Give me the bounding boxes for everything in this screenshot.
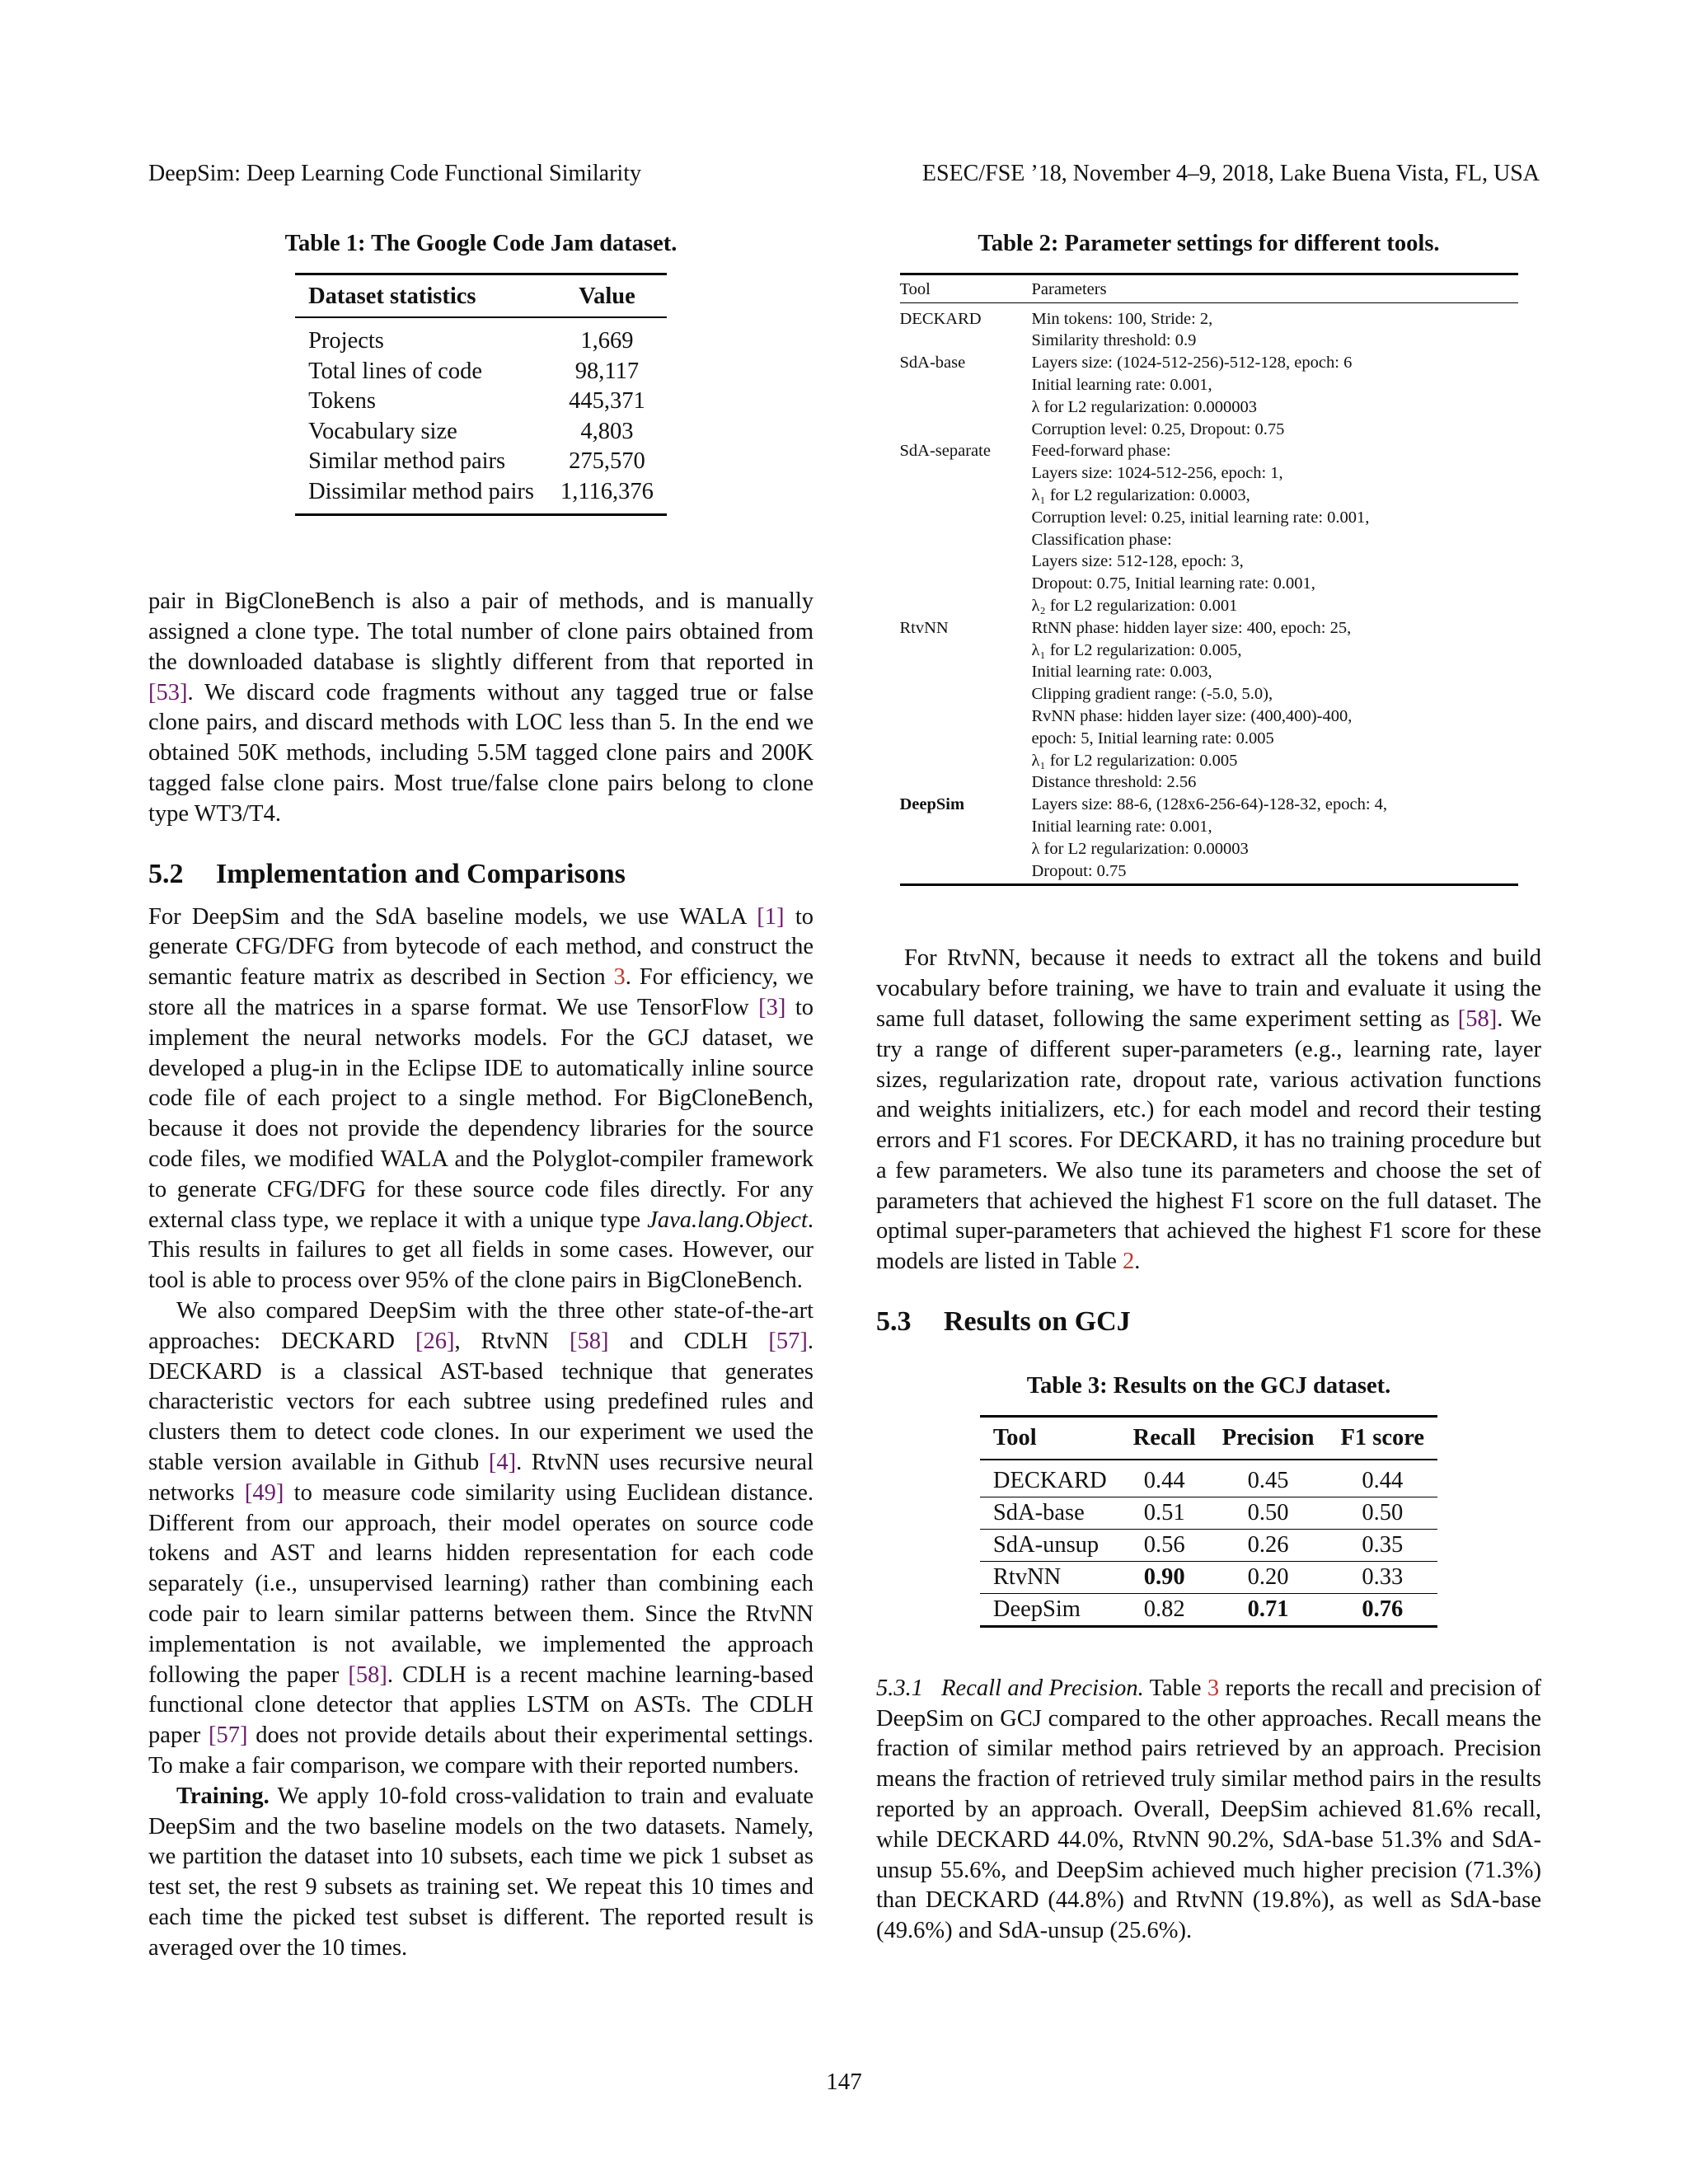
- table3-header-precision: Precision: [1209, 1416, 1328, 1460]
- citation-link[interactable]: [58]: [1457, 1005, 1498, 1032]
- table3-cell: SdA-unsup: [980, 1529, 1120, 1561]
- page-number: 147: [826, 2069, 862, 2095]
- table1: [295, 273, 667, 517]
- paragraph-recall-precision: 5.3.1 Recall and Precision. Table 3 reports the recall and precision of DeepSim on GCJ compared to the other approaches. Recall means the fraction of similar method pairs retrieved by an approach. Precision means the fraction of retrieved truly similar method pairs in the results reported by an approach. Overall, DeepSim achieved 81.6% recall, while DECKARD 44.0%, RtvNN 90.2%, SdA-base 51.3% and SdA-unsup 55.6%, and DeepSim achieved much higher precision (71.3%) than DECKARD (44.8%) and RtvNN (19.8%), as well as SdA-base (49.6%) and SdA-unsup (25.6%).: [876, 1675, 1542, 1944]
- table1-header-statistics: Dataset statistics: [295, 274, 547, 317]
- table-row: [980, 1497, 1437, 1529]
- table-row: [900, 302, 1518, 352]
- table3-cell: 0.82: [1120, 1593, 1209, 1626]
- running-header-left: DeepSim: Deep Learning Code Functional Similarity: [148, 161, 641, 186]
- table3-cell: 0.45: [1209, 1460, 1328, 1497]
- citation-link[interactable]: [57]: [768, 1328, 808, 1354]
- table-row: [900, 352, 1518, 440]
- table-row: [980, 1529, 1437, 1561]
- table2-caption: Table 2: Parameter settings for different tools.: [978, 231, 1440, 256]
- table2-tool: DECKARD: [899, 309, 982, 328]
- table2-params: Layers size: 88-6, (128x6-256-64)-128-32, epoch: 4, Initial learning rate: 0.001, λ for L2 regularization: 0.00003 Dropout: 0.75: [1032, 794, 1518, 885]
- table3-cell: 0.35: [1328, 1529, 1438, 1561]
- table-row: [900, 440, 1518, 616]
- paragraph-rtvnn: For RtvNN, because it needs to extract all the tokens and build vocabulary before training, we have to train and evaluate it using the same full dataset, following the same experiment setting as [58]. We try a range of different super-parameters (e.g., learning rate, layer sizes, regularization rate, dropout rate, various activation functions and weights initializers, etc.) for each model and record their testing errors and F1 scores. For DECKARD, it has no training procedure but a few parameters. We also tune its parameters and choose the set of parameters that achieved the highest F1 score on the full dataset. The optimal super-parameters that achieved the highest F1 score for these models are listed in Table 2.: [876, 945, 1541, 1275]
- table1-cell: 98,117: [574, 358, 640, 384]
- table3-header-recall: Recall: [1120, 1416, 1209, 1460]
- table2-tool: DeepSim: [900, 794, 1032, 885]
- table3-cell: 0.50: [1328, 1497, 1438, 1529]
- table1-cell: 1,669: [580, 328, 634, 354]
- table1-cell: Dissimilar method pairs: [295, 477, 547, 515]
- table1-header-value: Value: [547, 274, 667, 317]
- citation-link[interactable]: [3]: [758, 995, 786, 1021]
- table-row: [295, 317, 667, 357]
- citation-link[interactable]: [58]: [570, 1328, 609, 1354]
- running-header-right: ESEC/FSE ’18, November 4–9, 2018, Lake Buena Vista, FL, USA: [921, 161, 1540, 186]
- table3-cell: RtvNN: [980, 1561, 1120, 1593]
- table1-caption: Table 1: The Google Code Jam dataset.: [284, 231, 678, 256]
- table1-cell: 1,116,376: [547, 477, 667, 515]
- table-row: [295, 357, 667, 387]
- paragraph-training: Training. We apply 10-fold cross-validation to train and evaluate DeepSim and the two baseline models on the two datasets. Namely, we partition the dataset into 10 subsets, each time we pick 1 subset as test set, the rest 9 subsets as training set. We repeat this 10 times and each time the picked test subset is different. The reported result is averaged over the 10 times.: [148, 1783, 814, 1961]
- table3-cell: 0.33: [1328, 1561, 1438, 1593]
- table-link[interactable]: 3: [1207, 1675, 1220, 1701]
- table3: [980, 1415, 1437, 1628]
- citation-link[interactable]: [4]: [488, 1450, 517, 1476]
- table1-cell: 4,803: [580, 418, 634, 444]
- table2-params: Min tokens: 100, Stride: 2, Similarity threshold: 0.9: [1031, 309, 1213, 350]
- table-row: [295, 477, 667, 515]
- table3-cell: 0.26: [1209, 1529, 1328, 1561]
- table1-cell: Tokens: [308, 388, 376, 415]
- table3-header-tool: Tool: [980, 1416, 1120, 1460]
- citation-link[interactable]: [57]: [209, 1722, 248, 1749]
- table2-tool: RtvNN: [899, 618, 949, 637]
- table1-cell: Total lines of code: [308, 358, 482, 384]
- table-link[interactable]: 2: [1123, 1249, 1135, 1275]
- table2: [900, 273, 1518, 887]
- table3-cell: 0.71: [1209, 1593, 1328, 1626]
- table3-cell: SdA-base: [980, 1497, 1120, 1529]
- section-heading-5-2: 5.2 Implementation and Comparisons: [148, 858, 626, 889]
- table1-cell: Projects: [308, 328, 384, 354]
- table3-cell: 0.90: [1120, 1561, 1209, 1593]
- table3-cell: 0.51: [1120, 1497, 1209, 1529]
- table3-cell: 0.50: [1209, 1497, 1328, 1529]
- table2-tool: SdA-base: [899, 354, 966, 373]
- table-row: [900, 794, 1518, 885]
- table3-cell: 0.44: [1328, 1460, 1438, 1497]
- table1-cell: Similar method pairs: [308, 448, 506, 475]
- table3-cell: 0.56: [1120, 1529, 1209, 1561]
- table3-cell: 0.76: [1328, 1593, 1438, 1626]
- table2-params: Feed-forward phase: Layers size: 1024-512-256, epoch: 1, λ₁ for L2 regularization: 0.0003, Corruption level: 0.25, initial learning rate: 0.001, Classification phase: Layers size: 512-128, epoch: 3, Dropout: 0.75, Initial learning rate: 0.001, λ₂ for L2 regularization: 0.001: [1031, 442, 1370, 615]
- table1-cell: 445,371: [569, 388, 645, 415]
- table2-header-tool: Tool: [900, 274, 1032, 302]
- citation-link[interactable]: [53]: [148, 679, 188, 705]
- citation-link[interactable]: [26]: [415, 1328, 455, 1354]
- paragraph-comparisons: We also compared DeepSim with the three other state-of-the-art approaches: DECKARD [26], RtvNN [58] and CDLH [57]. DECKARD is a classical AST-based technique that generates characteristic vectors for each subtree using predefined rules and clusters them to detect code clones. In our experiment we used the stable version available in Github [4]. RtvNN uses recursive neural networks [49] to measure code similarity using Euclidean distance. Different from our approach, their model operates on source code tokens and AST and learns hidden representation for each code separately (i.e., unsupervised learning) rather than combining each code pair to learn similar patterns between them. Since the RtvNN implementation is not available, we implemented the approach following the paper [58]. CDLH is a recent machine learning-based functional clone detector that applies LSTM on ASTs. The CDLH paper [57] does not provide details about their experimental settings. To make a fair comparison, we compare with their reported numbers.: [148, 1298, 814, 1779]
- section-link[interactable]: 3: [613, 964, 626, 991]
- table-row: [980, 1593, 1437, 1626]
- table-row: [980, 1460, 1437, 1497]
- table2-header-parameters: Parameters: [1032, 274, 1518, 302]
- table2-params: Layers size: (1024-512-256)-512-128, epoch: 6 Initial learning rate: 0.001, λ for L2 regularization: 0.000003 Corruption level: 0.25, Dropout: 0.75: [1031, 354, 1353, 438]
- table1-cell: Vocabulary size: [308, 418, 457, 444]
- table-row: [295, 417, 667, 448]
- table-row: [295, 447, 667, 477]
- table3-cell: DeepSim: [980, 1593, 1120, 1626]
- paragraph-implementation: For DeepSim and the SdA baseline models, we use WALA [1] to generate CFG/DFG from bytecode of each method, and construct the semantic feature matrix as described in Section 3. For efficiency, we store all the matrices in a sparse format. We use TensorFlow [3] to implement the neural networks models. For the GCJ dataset, we developed a plug-in in the Eclipse IDE to automatically inline source code file of each project to a single method. For BigCloneBench, because it does not provide the dependency libraries for the source code files, we modified WALA and the Polyglot-compiler framework to generate CFG/DFG for these source code files directly. For any external class type, we replace it with a unique type Java.lang.Object. This results in failures to get all fields in some cases. However, our tool is able to process over 95% of the clone pairs in BigCloneBench.: [148, 903, 814, 1294]
- table2-tool: SdA-separate: [899, 442, 991, 461]
- left-column: [148, 229, 814, 1964]
- paragraph-bigclonebench: pair in BigCloneBench is also a pair of methods, and is manually assigned a clone type. The total number of clone pairs obtained from the downloaded database is slightly different from that reported in [53]. We discard code fragments without any tagged true or false clone pairs, and discard methods with LOC less than 5. In the end we obtained 50K methods, including 5.5M tagged clone pairs and 200K tagged false clone pairs. Most true/false clone pairs belong to clone type WT3/T4.: [148, 588, 814, 827]
- table2-params: RtNN phase: hidden layer size: 400, epoch: 25, λ₁ for L2 regularization: 0.005, Initial learning rate: 0.003, Clipping gradient range: (-5.0, 5.0), RvNN phase: hidden layer size: (400,400)-400, epoch: 5, Initial learning rate: 0.005 λ₁ for L2 regularization: 0.005 Distance threshold: 2.56: [1031, 618, 1353, 792]
- table3-header-f1: F1 score: [1328, 1416, 1438, 1460]
- table3-caption: Table 3: Results on the GCJ dataset.: [1026, 1373, 1391, 1399]
- right-column: [876, 229, 1541, 1947]
- table-row: [295, 387, 667, 417]
- table3-cell: 0.44: [1120, 1460, 1209, 1497]
- citation-link[interactable]: [1]: [757, 903, 785, 930]
- table1-cell: 275,570: [569, 448, 645, 475]
- citation-link[interactable]: [58]: [348, 1661, 387, 1688]
- section-heading-5-3: 5.3 Results on GCJ: [876, 1306, 1131, 1338]
- table-row: [980, 1561, 1437, 1593]
- table3-cell: 0.20: [1209, 1561, 1328, 1593]
- citation-link[interactable]: [49]: [244, 1479, 284, 1506]
- table-row: [900, 617, 1518, 794]
- table3-cell: DECKARD: [980, 1460, 1120, 1497]
